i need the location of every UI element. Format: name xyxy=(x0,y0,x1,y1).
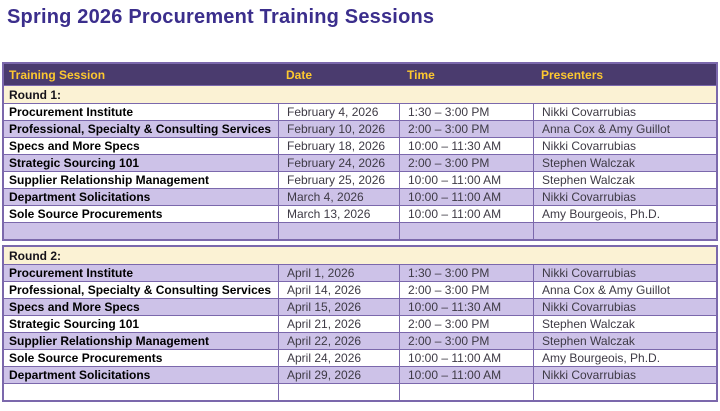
session-cell xyxy=(4,384,278,400)
time-cell: 10:00 – 11:00 AM xyxy=(399,206,533,222)
time-cell: 2:00 – 3:00 PM xyxy=(399,333,533,349)
session-cell: Supplier Relationship Management xyxy=(9,173,210,187)
session-row xyxy=(4,332,716,349)
session-cell: Department Solicitations xyxy=(9,190,151,204)
date-cell: April 1, 2026 xyxy=(278,265,399,281)
date-cell: April 24, 2026 xyxy=(278,350,399,366)
date-cell: April 21, 2026 xyxy=(278,316,399,332)
presenters-cell: Nikki Covarrubias xyxy=(533,367,716,383)
empty-row xyxy=(4,222,716,239)
session-row xyxy=(4,188,716,205)
session-cell xyxy=(4,223,278,239)
column-header-date: Date xyxy=(286,67,313,82)
time-cell: 1:30 – 3:00 PM xyxy=(399,265,533,281)
session-row xyxy=(4,120,716,137)
session-cell: Strategic Sourcing 101 xyxy=(9,317,140,331)
time-cell xyxy=(399,223,533,239)
time-cell: 10:00 – 11:00 AM xyxy=(399,189,533,205)
time-cell: 2:00 – 3:00 PM xyxy=(399,155,533,171)
session-row xyxy=(4,171,716,188)
session-row xyxy=(4,349,716,366)
time-cell: 10:00 – 11:00 AM xyxy=(399,350,533,366)
round-label: Round 1: xyxy=(9,87,61,102)
column-header-training-session: Training Session xyxy=(9,67,106,82)
date-cell: April 14, 2026 xyxy=(278,282,399,298)
time-cell: 2:00 – 3:00 PM xyxy=(399,316,533,332)
session-cell: Strategic Sourcing 101 xyxy=(9,156,140,170)
page-title: Spring 2026 Procurement Training Sessions xyxy=(7,6,435,28)
time-cell: 2:00 – 3:00 PM xyxy=(399,282,533,298)
presenters-cell: Anna Cox & Amy Guillot xyxy=(533,121,716,137)
time-cell: 1:30 – 3:00 PM xyxy=(399,104,533,120)
column-header-presenters: Presenters xyxy=(541,67,604,82)
date-cell: April 22, 2026 xyxy=(278,333,399,349)
presenters-cell: Nikki Covarrubias xyxy=(533,138,716,154)
time-cell: 10:00 – 11:00 AM xyxy=(399,367,533,383)
time-cell: 10:00 – 11:00 AM xyxy=(399,172,533,188)
round-label: Round 2: xyxy=(9,248,61,263)
table-header-row xyxy=(4,64,716,85)
session-row xyxy=(4,137,716,154)
date-cell: February 18, 2026 xyxy=(278,138,399,154)
presenters-cell: Stephen Walczak xyxy=(533,316,716,332)
round-header-row xyxy=(4,247,716,264)
date-cell xyxy=(278,384,399,400)
session-cell: Sole Source Procurements xyxy=(9,351,163,365)
date-cell: February 24, 2026 xyxy=(278,155,399,171)
session-cell: Specs and More Specs xyxy=(9,300,140,314)
session-cell: Professional, Specialty & Consulting Services xyxy=(9,283,272,297)
time-cell: 2:00 – 3:00 PM xyxy=(399,121,533,137)
empty-row xyxy=(4,383,716,400)
session-cell: Professional, Specialty & Consulting Services xyxy=(9,122,272,136)
date-cell: April 29, 2026 xyxy=(278,367,399,383)
session-cell: Procurement Institute xyxy=(9,266,134,280)
session-row xyxy=(4,205,716,222)
session-cell: Sole Source Procurements xyxy=(9,207,163,221)
session-row xyxy=(4,264,716,281)
session-row xyxy=(4,103,716,120)
session-cell: Supplier Relationship Management xyxy=(9,334,210,348)
presenters-cell: Stephen Walczak xyxy=(533,155,716,171)
presenters-cell: Stephen Walczak xyxy=(533,333,716,349)
schedule-table-round-1 xyxy=(2,62,718,241)
column-header-time: Time xyxy=(407,67,435,82)
presenters-cell: Anna Cox & Amy Guillot xyxy=(533,282,716,298)
date-cell: March 4, 2026 xyxy=(278,189,399,205)
presenters-cell: Nikki Covarrubias xyxy=(533,104,716,120)
presenters-cell: Nikki Covarrubias xyxy=(533,265,716,281)
time-cell: 10:00 – 11:30 AM xyxy=(399,299,533,315)
session-row xyxy=(4,366,716,383)
presenters-cell xyxy=(533,223,716,239)
session-row xyxy=(4,298,716,315)
presenters-cell: Nikki Covarrubias xyxy=(533,299,716,315)
session-cell: Specs and More Specs xyxy=(9,139,140,153)
session-row xyxy=(4,154,716,171)
session-cell: Procurement Institute xyxy=(9,105,134,119)
time-cell: 10:00 – 11:30 AM xyxy=(399,138,533,154)
presenters-cell: Nikki Covarrubias xyxy=(533,189,716,205)
presenters-cell xyxy=(533,384,716,400)
date-cell: February 25, 2026 xyxy=(278,172,399,188)
date-cell: February 10, 2026 xyxy=(278,121,399,137)
date-cell: February 4, 2026 xyxy=(278,104,399,120)
presenters-cell: Amy Bourgeois, Ph.D. xyxy=(533,206,716,222)
presenters-cell: Amy Bourgeois, Ph.D. xyxy=(533,350,716,366)
schedule-table-round-2 xyxy=(2,245,718,402)
date-cell: April 15, 2026 xyxy=(278,299,399,315)
presenters-cell: Stephen Walczak xyxy=(533,172,716,188)
round-header-row xyxy=(4,85,716,103)
time-cell xyxy=(399,384,533,400)
session-row xyxy=(4,315,716,332)
date-cell: March 13, 2026 xyxy=(278,206,399,222)
session-cell: Department Solicitations xyxy=(9,368,151,382)
date-cell xyxy=(278,223,399,239)
session-row xyxy=(4,281,716,298)
